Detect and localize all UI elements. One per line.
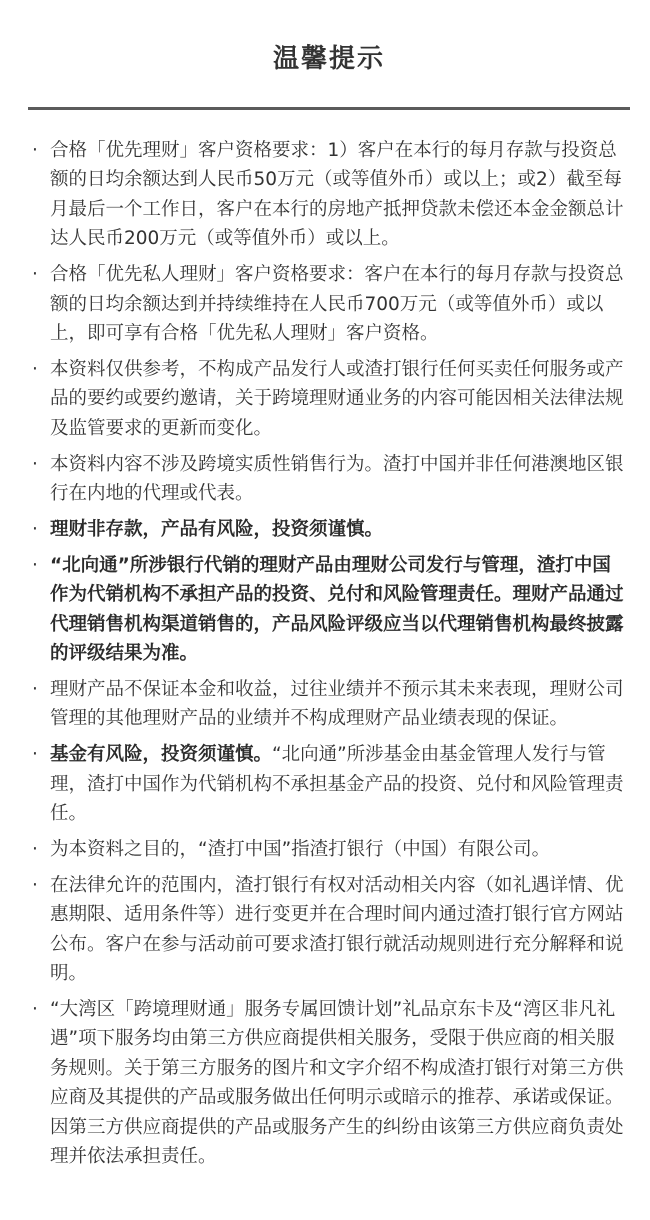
notice-list [30,110,628,1171]
page-title: 温馨提示 [272,44,385,74]
notice-text: 理财产品不保证本金和收益，过往业绩并不预示其未来表现，理财公司管理的其他理财产品的业绩并不构成理财产品业绩表现的保证。 [50,678,624,730]
notice-text-bold: 基金有风险，投资须谨慎。 [50,744,273,766]
notice-text: 在法律允许的范围内，渣打银行有权对活动相关内容（如礼遇详情、优惠期限、适用条件等）进行变更并在合理时间内通过渣打银行官方网站公布。客户在参与活动前可要求渣打银行就活动规则进行充分解释和说明。 [50,874,624,985]
notice-text-bold: “北向通”所涉银行代销的理财产品由理财公司发行与管理，渣打中国作为代销机构不承担产品的投资、兑付和风险管理责任。理财产品通过代理销售机构渠道销售的，产品风险评级应当以代理销售机构最终披露的评级结果为准。 [50,554,624,664]
notice-item [30,450,628,509]
bullet-icon: · [32,453,38,475]
notice-item [30,995,628,1171]
bullet-icon: · [32,678,38,700]
notice-item [30,551,628,669]
bullet-icon: · [32,554,38,576]
bullet-icon: · [32,838,38,860]
notice-item [30,871,628,989]
notice-text: 为本资料之目的，“渣打中国”指渣打银行（中国）有限公司。 [50,838,551,860]
notice-item [30,835,628,864]
notice-item [30,136,628,254]
bullet-icon: · [32,998,38,1020]
bullet-icon: · [32,874,38,896]
notice-text: 本资料内容不涉及跨境实质性销售行为。渣打中国并非任何港澳地区银行在内地的代理或代表。 [50,453,624,504]
notice-text: 本资料仅供参考，不构成产品发行人或渣打银行任何买卖任何服务或产品的要约或要约邀请，关于跨境理财通业务的内容可能因相关法律法规及监管要求的更新而变化。 [50,358,624,439]
bullet-icon: · [32,140,38,161]
notice-item [30,355,628,443]
notice-item [30,260,628,348]
bullet-icon: · [32,518,38,540]
notice-text: 合格「优先理财」客户资格要求：1）客户在本行的每月存款与投资总额的日均余额达到人民币50万元（或等值外币）或以上；或2）截至每月最后一个工作日，客户在本行的房地产抵押贷款未偿还本金金额总计达人民币200万元（或等值外币）或以上。 [50,140,624,250]
notice-text: “大湾区「跨境理财通」服务专属回馈计划”礼品京东卡及“湾区非凡礼遇”项下服务均由第三方供应商提供相关服务，受限于供应商的相关服务规则。关于第三方服务的图片和文字介绍不构成渣打银行对第三方供应商及其提供的产品或服务做出任何明示或暗示的推荐、承诺或保证。因第三方供应商提供的产品或服务产生的纠纷由该第三方供应商负责处理并依法承担责任。 [50,998,624,1167]
notice-item [30,675,628,734]
bullet-icon: · [32,358,38,380]
notice-text-bold: 理财非存款，产品有风险，投资须谨慎。 [50,518,384,540]
bullet-icon: · [32,744,38,766]
notice-text: 合格「优先私人理财」客户资格要求：客户在本行的每月存款与投资总额的日均余额达到并持续维持在人民币700万元（或等值外币）或以上，即可享有合格「优先私人理财」客户资格。 [50,264,624,344]
notice-item [30,740,628,828]
notice-text: “北向通”所涉基金由基金管理人发行与管理，渣打中国作为代销机构不承担基金产品的投资、兑付和风险管理责任。 [50,744,624,825]
bullet-icon: · [32,264,38,286]
notice-item [30,515,628,544]
header [28,0,630,110]
